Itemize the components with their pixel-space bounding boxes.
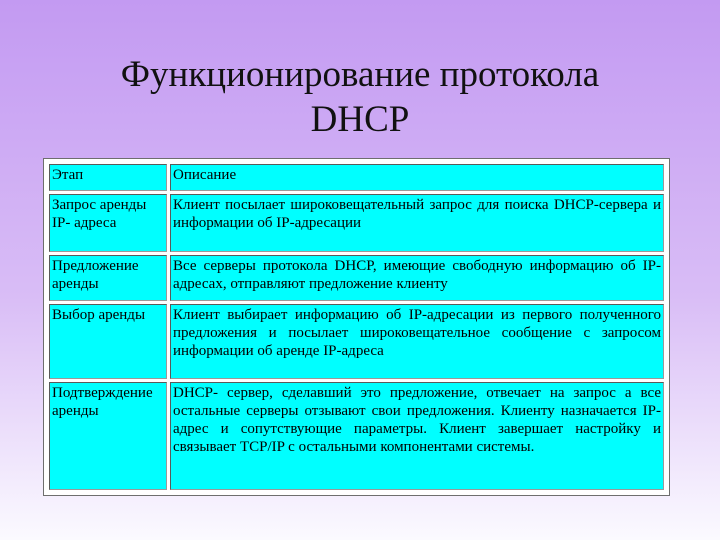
stages-table-grid [46, 161, 667, 493]
description-cell: Клиент выбирает информацию об IP-адресации из первого полученного предложения и посылает широковещательное сообщение с запросом информации об аренде IP-адреса [170, 304, 664, 379]
stage-cell: Запрос аренды IP- адреса [49, 194, 167, 253]
description-cell: Клиент посылает широковещательный запрос для поиска DHCP-сервера и информации об IP-адресации [170, 194, 664, 253]
stage-cell: Подтверждение аренды [49, 382, 167, 490]
description-cell: Все серверы протокола DHCP, имеющие свободную информацию об IP-адресах, отправляют предложение клиенту [170, 255, 664, 301]
table-header-row [49, 164, 664, 191]
stage-cell: Предложение аренды [49, 255, 167, 301]
table-row [49, 255, 664, 301]
header-stage-cell: Этап [49, 164, 167, 191]
slide-title [0, 52, 720, 142]
slide-title-line-1: Функционирование протокола [120, 54, 600, 95]
description-cell: DHCP- сервер, сделавший это предложение, отвечает на запрос а все остальные серверы отзывают свои предложения. Клиенту назначается IP-адрес и сопутствующие параметры. Клиент завершает настройку и связывает TCP/IP с остальными компонентами системы. [170, 382, 664, 490]
header-description-cell: Описание [170, 164, 664, 191]
table-row [49, 194, 664, 253]
table-row [49, 304, 664, 379]
stage-cell: Выбор аренды [49, 304, 167, 379]
table-row [49, 382, 664, 490]
slide-title-line-2: DHCP [310, 99, 410, 140]
dhcp-stages-table [43, 158, 670, 496]
